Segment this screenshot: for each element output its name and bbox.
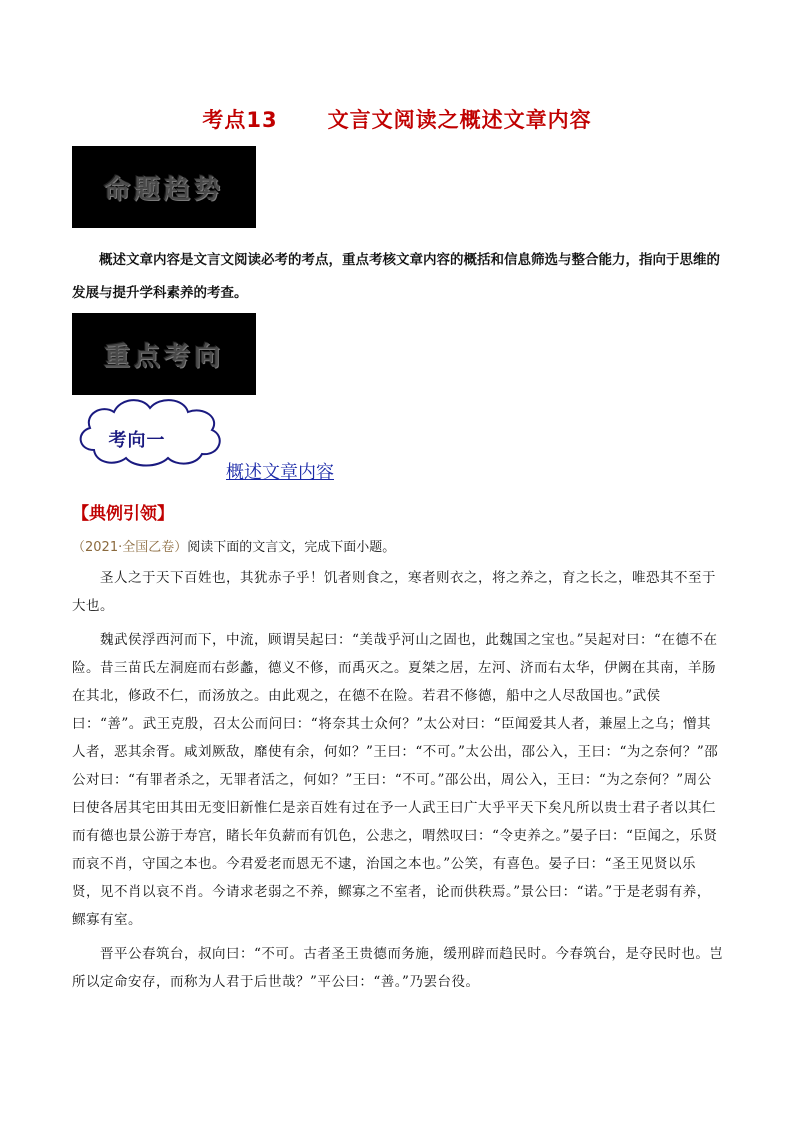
- page-title-number: 考点13: [202, 108, 278, 132]
- focus-banner-label: 重点考向: [103, 341, 224, 372]
- source-instruction: 阅读下面的文言文，完成下面小题。: [187, 540, 396, 555]
- source-line: [72, 536, 395, 555]
- passage-paragraph: 圣人之于天下百姓也，其犹赤子乎！饥者则食之，寒者则衣之，将之养之，育之长之，唯恐其不至于大也。: [72, 570, 716, 614]
- page-title: [0, 104, 794, 134]
- trend-banner-label: 命题趋势: [103, 174, 224, 205]
- focus-banner: [72, 313, 256, 395]
- example-heading: 【典例引领】: [72, 504, 174, 524]
- source-tag: （2021·全国乙卷）: [72, 540, 188, 555]
- direction-label: 考向一: [108, 430, 166, 451]
- passage-paragraph: 魏武侯浮西河而下，中流，顾谓吴起曰：“美哉乎河山之固也，此魏国之宝也。”吴起对曰：“在德不在险。昔三苗氏左洞庭而右彭蠡，德义不修，而禹灭之。夏桀之居，左河、济而右太华，伊阙在其南，羊肠在其北，修政不仁，而汤放之。由此观之，在德不在险。若君不修德，船中之人尽敌国也。”武侯曰：“善”。武王克殷，召太公而问曰：“将奈其士众何？”太公对曰：“臣闻爱其人者，兼屋上之乌；憎其人者，恶其余胥。咸刘厥敌，靡使有余，何如？”王曰：“不可。”太公出，邵公入，王曰：“为之奈何？”邵公对曰：“有罪者杀之，无罪者活之，何如？”王曰：“不可。”邵公出，周公入，王曰：“为之奈何？”周公曰使各居其宅田其田无变旧新惟仁是亲百姓有过在予一人武王曰广大乎平天下矣凡所以贵士君子者以其仁而有德也景公游于寿宫，睹长年负薪而有饥色，公悲之，喟然叹曰：“令吏养之。”晏子曰：“臣闻之，乐贤而哀不肖，守国之本也。今君爱老而恩无不逮，治国之本也。”公笑，有喜色。晏子曰：“圣王见贤以乐贤，见不肖以哀不肖。今请求老弱之不养，鳏寡之不室者，论而供秩焉。”景公曰：“诺。”于是老弱有养，鳏寡有室。: [72, 632, 719, 928]
- trend-banner: [72, 146, 256, 228]
- classical-passage: [72, 564, 724, 1002]
- intro-paragraph: 概述文章内容是文言文阅读必考的考点，重点考核文章内容的概括和信息筛选与整合能力，指向于思维的发展与提升学科素养的考查。: [72, 252, 720, 301]
- page-title-text: 文言文阅读之概述文章内容: [327, 108, 592, 132]
- section-link[interactable]: 概述文章内容: [226, 462, 334, 483]
- passage-paragraph: 晋平公春筑台，叔向曰：“不可。古者圣王贵德而务施，缓刑辟而趋民时。今春筑台，是夺民时也。岂所以定命安存，而称为人君于后世哉？”平公曰：“善。”乃罢台役。: [72, 946, 724, 990]
